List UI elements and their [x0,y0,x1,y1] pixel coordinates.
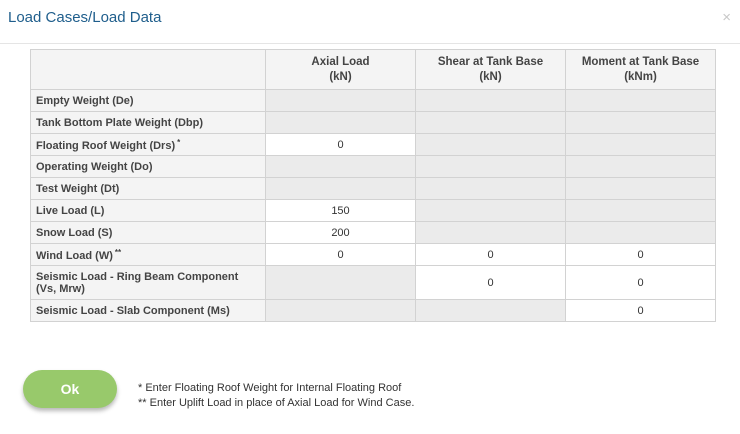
row-label: Floating Roof Weight (Drs) * [31,134,266,156]
dialog-header [0,0,740,44]
shear-cell [416,90,566,112]
header-axial-load [266,50,416,90]
table-row-empty-weight [31,90,716,112]
axial-load-cell [266,178,416,200]
moment-cell [566,90,716,112]
table-row-test-weight [31,178,716,200]
row-label: Test Weight (Dt) [31,178,266,200]
header-shear [416,50,566,90]
header-shear-line2: (kN) [479,70,502,83]
moment-input[interactable]: 0 [566,266,716,300]
shear-input[interactable]: 0 [416,266,566,300]
moment-cell [566,112,716,134]
header-axial-line2: (kN) [329,70,352,83]
shear-cell [416,178,566,200]
table-row-seismic-ring-beam [31,266,716,300]
header-moment-line2: (kNm) [624,70,657,83]
table-row-floating-roof [31,134,716,156]
shear-cell [416,112,566,134]
footnote-uplift: ** Enter Uplift Load in place of Axial Load for Wind Case. [138,397,415,409]
shear-cell [416,222,566,244]
axial-load-input[interactable]: 200 [266,222,416,244]
dialog-title: Load Cases/Load Data [8,9,162,26]
row-label: Snow Load (S) [31,222,266,244]
row-label: Wind Load (W) ** [31,244,266,266]
row-label: Tank Bottom Plate Weight (Dbp) [31,112,266,134]
table-row-snow-load [31,222,716,244]
axial-load-cell [266,266,416,300]
shear-cell [416,300,566,322]
shear-cell [416,200,566,222]
header-corner [31,50,266,90]
table-row-live-load [31,200,716,222]
load-cases-table [30,49,716,322]
axial-load-input[interactable]: 0 [266,134,416,156]
table-row-operating-weight [31,156,716,178]
moment-input[interactable]: 0 [566,244,716,266]
table-row-seismic-slab [31,300,716,322]
row-label: Live Load (L) [31,200,266,222]
header-moment [566,50,716,90]
footnotes [138,381,414,411]
moment-cell [566,178,716,200]
row-label: Seismic Load - Ring Beam Component (Vs, Mrw) [31,266,266,300]
row-label: Seismic Load - Slab Component (Ms) [31,300,266,322]
moment-cell [566,134,716,156]
axial-load-cell [266,156,416,178]
axial-load-cell [266,300,416,322]
moment-input[interactable]: 0 [566,300,716,322]
moment-cell [566,156,716,178]
shear-cell [416,156,566,178]
axial-load-input[interactable]: 150 [266,200,416,222]
shear-input[interactable]: 0 [416,244,566,266]
table-row-wind-load [31,244,716,266]
moment-cell [566,222,716,244]
row-label: Empty Weight (De) [31,90,266,112]
shear-cell [416,134,566,156]
header-shear-line1: Shear at Tank Base [437,55,544,68]
header-axial-line1: Axial Load [311,55,370,68]
footnote-mark: * [177,138,181,147]
footnote-floating-roof: * Enter Floating Roof Weight for Internal Floating Roof [138,382,402,394]
ok-button[interactable]: Ok [23,370,117,408]
row-label: Operating Weight (Do) [31,156,266,178]
header-moment-line1: Moment at Tank Base [581,55,700,68]
footnote-mark: ** [114,248,122,257]
table-header-row [31,50,716,90]
close-icon[interactable]: × [722,9,731,26]
moment-cell [566,200,716,222]
axial-load-cell [266,90,416,112]
axial-load-input[interactable]: 0 [266,244,416,266]
table-row-tank-bottom-plate [31,112,716,134]
axial-load-cell [266,112,416,134]
